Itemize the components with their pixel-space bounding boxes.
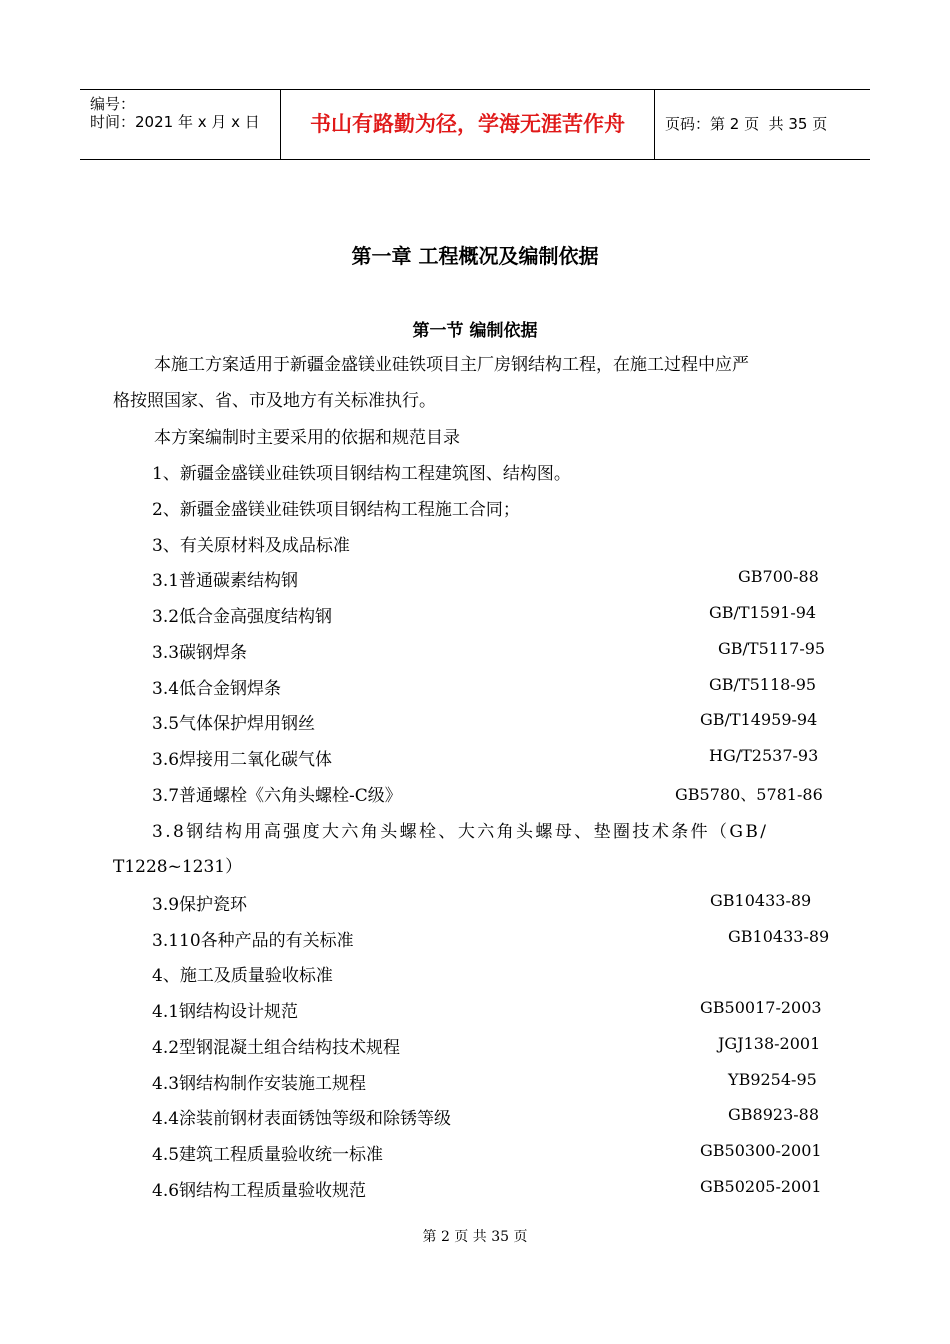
standard-code: GB50205-2001 [700,1177,822,1196]
standard-name: 3.4低合金钢焊条 [152,679,282,699]
standard-name: 4.1钢结构设计规范 [152,1002,299,1022]
standard-code: GB10433-89 [728,927,830,946]
standard-name: 3.7普通螺栓《六角头螺栓-C级》 [152,786,402,806]
section-title: 第一节 编制依据 [412,321,538,341]
document-header [80,89,870,160]
header-page-info: 页码：第 2 页 共 35 页 [665,115,828,133]
standard-name: 4.5建筑工程质量验收统一标准 [152,1145,384,1165]
standard-name: 3.8钢结构用高强度大六角头螺栓、大六角头螺母、垫圈技术条件（GB/ [152,822,769,842]
standard-name: 4.4涂装前钢材表面锈蚀等级和除锈等级 [152,1109,452,1129]
standard-code: GB8923-88 [728,1105,820,1124]
standard-name: 3.3碳钢焊条 [152,643,248,663]
standard-name: 3.6焊接用二氧化碳气体 [152,750,333,770]
standard-code: GB50300-2001 [700,1141,822,1160]
standard-name: 3.9保护瓷环 [152,895,248,915]
time-label: 时间：2021 年 x 月 x 日 [90,113,260,131]
standard-code: GB/T5118-95 [709,675,817,694]
standard-name: 3.110各种产品的有关标准 [152,931,354,951]
standard-code: GB/T5117-95 [718,639,826,658]
standard-code: GB10433-89 [710,891,812,910]
standard-code: GB5780、5781-86 [675,785,823,804]
intro-line-3: 本方案编制时主要采用的依据和规范目录 [154,428,460,448]
intro-line-1: 本施工方案适用于新疆金盛镁业硅铁项目主厂房钢结构工程，在施工过程中应严 [154,355,749,375]
standard-name: 3.1普通碳素结构钢 [152,571,299,591]
number-label: 编号： [90,95,136,113]
standard-name: T1228~1231） [113,857,243,877]
standard-name: 4.2型钢混凝土组合结构技术规程 [152,1038,401,1058]
list-item-4: 4、施工及质量验收标准 [152,966,333,986]
standard-code: GB700-88 [738,567,819,586]
standard-name: 3.5气体保护焊用钢丝 [152,714,316,734]
standard-code: GB50017-2003 [700,998,822,1017]
standard-name: 3.2低合金高强度结构钢 [152,607,333,627]
header-motto: 书山有路勤为径，学海无涯苦作舟 [281,90,655,159]
standard-code: JGJ138-2001 [718,1034,821,1053]
standard-name: 4.6钢结构工程质量验收规范 [152,1181,367,1201]
chapter-title: 第一章 工程概况及编制依据 [351,244,599,268]
page-footer: 第 2 页 共 35 页 [422,1229,528,1245]
standard-name: 4.3钢结构制作安装施工规程 [152,1074,367,1094]
list-item-1: 1、新疆金盛镁业硅铁项目钢结构工程建筑图、结构图。 [152,464,571,484]
standard-code: GB/T14959-94 [700,710,818,729]
intro-line-2: 格按照国家、省、市及地方有关标准执行。 [113,391,436,411]
standard-code: HG/T2537-93 [709,746,819,765]
standard-code: YB9254-95 [728,1070,817,1089]
header-meta-cell [80,90,281,159]
list-item-3: 3、有关原材料及成品标准 [152,536,350,556]
list-item-2: 2、新疆金盛镁业硅铁项目钢结构工程施工合同； [152,500,520,520]
standard-code: GB/T1591-94 [709,603,817,622]
